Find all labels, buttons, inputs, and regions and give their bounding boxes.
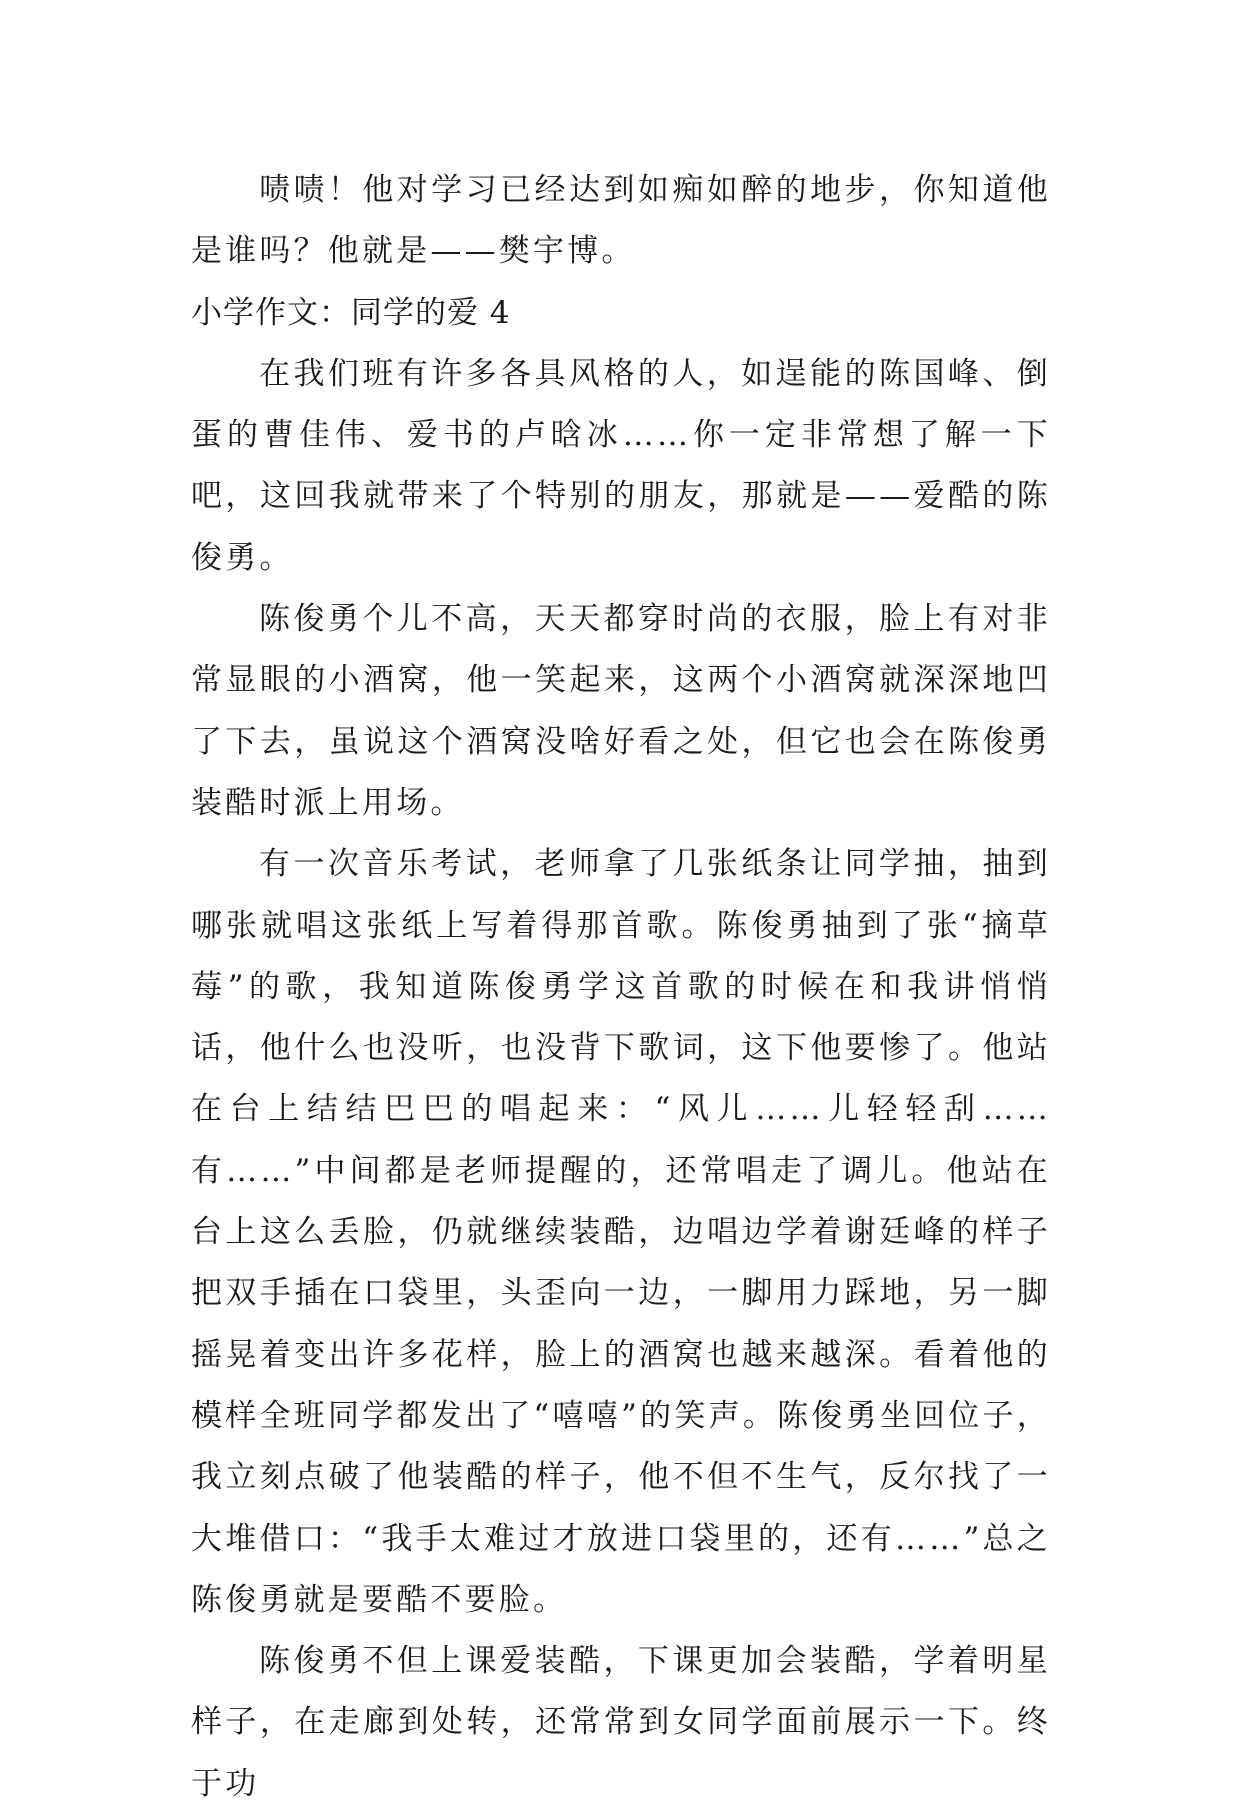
body-paragraph-5: 陈俊勇不但上课爱装酷，下课更加会装酷，学着明星样子，在走廊到处转，还常常到女同学面前展示一下。终于功	[191, 1643, 1051, 1802]
body-paragraph-2: 在我们班有许多各具风格的人，如逞能的陈国峰、倒蛋的曹佳伟、爱书的卢晗冰……你一定非常想了解一下吧，这回我就带来了个特别的朋友，那就是——爱酷的陈俊勇。	[191, 355, 1051, 576]
document-page	[191, 160, 1051, 1815]
section-heading: 小学作文：同学的爱 4	[191, 294, 511, 331]
body-paragraph-4: 有一次音乐考试，老师拿了几张纸条让同学抽，抽到哪张就唱这张纸上写着得那首歌。陈俊勇抽到了张“摘草莓”的歌，我知道陈俊勇学这首歌的时候在和我讲悄悄话，他什么也没听，也没背下歌词，这下他要惨了。他站在台上结结巴巴的唱起来：“风儿……儿轻轻刮……有……”中间都是老师提醒的，还常唱走了调儿。他站在台上这么丢脸，仍就继续装酷，边唱边学着谢廷峰的样子把双手插在口袋里，头歪向一边，一脚用力踩地，另一脚摇晃着变出许多花样，脸上的酒窝也越来越深。看着他的模样全班同学都发出了“嘻嘻”的笑声。陈俊勇坐回位子，我立刻点破了他装酷的样子，他不但不生气，反尔找了一大堆借口：“我手太难过才放进口袋里的，还有……”总之陈俊勇就是要酷不要脸。	[191, 846, 1051, 1618]
body-paragraph-1: 啧啧！他对学习已经达到如痴如醉的地步，你知道他是谁吗？他就是——樊宇博。	[191, 172, 1051, 270]
body-paragraph-3: 陈俊勇个儿不高，天天都穿时尚的衣服，脸上有对非常显眼的小酒窝，他一笑起来，这两个小酒窝就深深地凹了下去，虽说这个酒窝没啥好看之处，但它也会在陈俊勇装酷时派上用场。	[191, 601, 1051, 821]
